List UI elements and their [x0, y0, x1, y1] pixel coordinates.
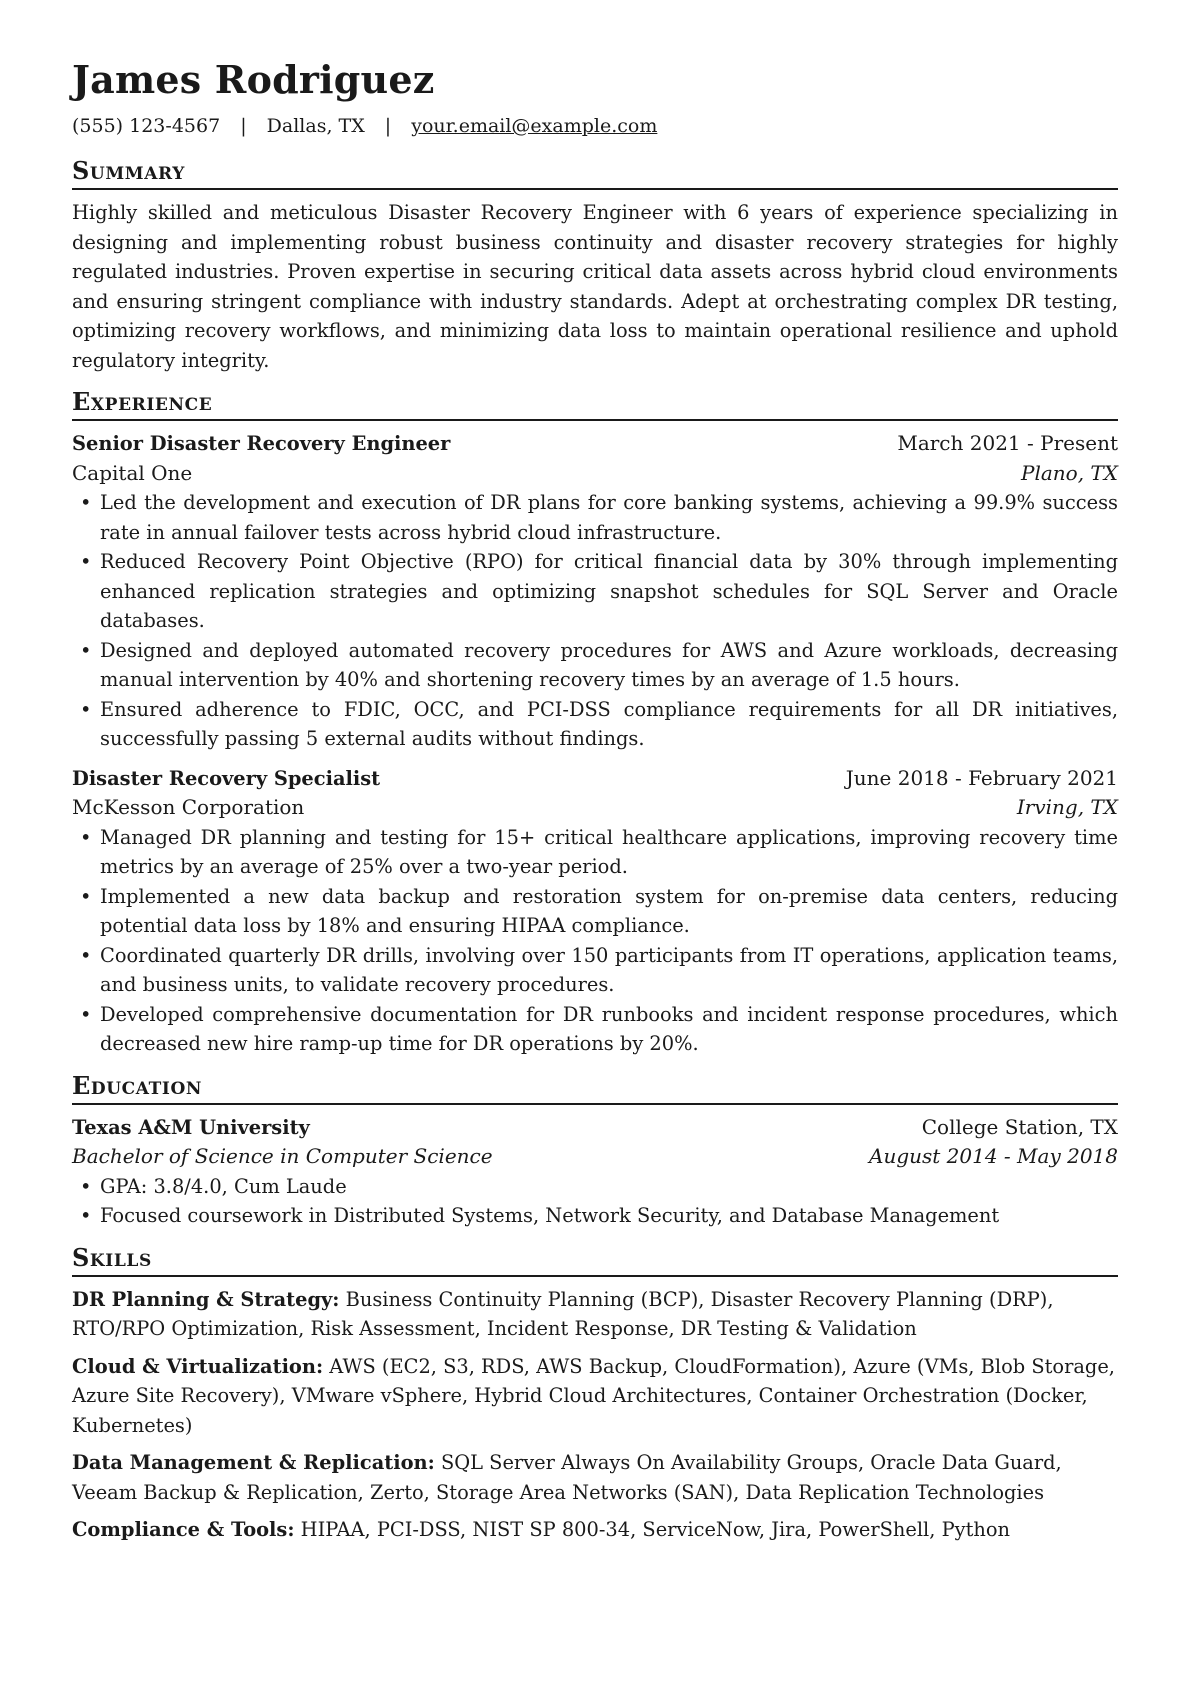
phone-number: (555) 123-4567	[72, 115, 221, 137]
skill-label: Cloud & Virtualization:	[72, 1354, 324, 1378]
education-subheader	[72, 1142, 1118, 1172]
summary-section	[72, 156, 1118, 375]
section-title-education: Education	[72, 1071, 1118, 1105]
skill-label: Compliance & Tools:	[72, 1518, 295, 1541]
skill-text: AWS (EC2, S3, RDS, AWS Backup, CloudFormation), Azure (VMs, Blob Storage, Azure Site Recovery), VMware vSphere, Hybrid Cloud Architectures, Container Orchestration (Docker, Kubernetes)	[72, 1354, 1115, 1437]
separator: |	[384, 115, 392, 137]
bullet-item: • Led the development and execution of DR plans for core banking systems, achieving a 99.9% success rate in annual failover tests across hybrid cloud infrastructure.	[100, 488, 1118, 547]
skills-section	[72, 1243, 1118, 1545]
company-name: McKesson Corporation	[72, 795, 305, 819]
bullet-item: • GPA: 3.8/4.0, Cum Laude	[100, 1172, 1118, 1202]
education-header	[72, 1113, 1118, 1143]
job-title: Senior Disaster Recovery Engineer	[72, 432, 451, 455]
job-subheader	[72, 793, 1118, 823]
job-bullets	[72, 823, 1118, 1059]
skill-row	[72, 1352, 1118, 1441]
bullet-item: • Implemented a new data backup and restoration system for on-premise data centers, reducing potential data loss by 18% and ensuring HIPAA compliance.	[100, 882, 1118, 941]
skill-row	[72, 1285, 1118, 1344]
job-dates: June 2018 - February 2021	[845, 765, 1118, 790]
experience-section	[72, 387, 1118, 1059]
skill-text: SQL Server Always On Availability Groups, Oracle Data Guard, Veeam Backup & Replication, Zerto, Storage Area Networks (SAN), Data Replication Technologies	[72, 1451, 1062, 1504]
email-link[interactable]: your.email@example.com	[411, 115, 658, 137]
bullet-item: • Managed DR planning and testing for 15+ critical healthcare applications, improving recovery time metrics by an average of 25% over a two-year period.	[100, 823, 1118, 882]
degree: Bachelor of Science in Computer Science	[72, 1144, 493, 1168]
skill-text: HIPAA, PCI-DSS, NIST SP 800-34, ServiceNow, Jira, PowerShell, Python	[300, 1518, 1011, 1541]
contact-line	[72, 112, 1118, 140]
location: Dallas, TX	[266, 115, 365, 137]
bullet-item: • Developed comprehensive documentation for DR runbooks and incident response procedures, which decreased new hire ramp-up time for DR operations by 20%.	[100, 1000, 1118, 1059]
bullet-item: • Reduced Recovery Point Objective (RPO) for critical financial data by 30% through implementing enhanced replication strategies and optimizing snapshot schedules for SQL Server and Oracle databases.	[100, 547, 1118, 636]
job-location: Irving, TX	[1016, 795, 1118, 819]
job-bullets	[72, 488, 1118, 754]
skill-row	[72, 1448, 1118, 1507]
job-entry	[72, 764, 1118, 1059]
skill-row	[72, 1515, 1118, 1545]
bullet-item: • Designed and deployed automated recovery procedures for AWS and Azure workloads, decreasing manual intervention by 40% and shortening recovery times by an average of 1.5 hours.	[100, 636, 1118, 695]
school-name: Texas A&M University	[72, 1115, 310, 1139]
job-entry	[72, 429, 1118, 754]
job-header	[72, 429, 1118, 459]
bullet-item: • Coordinated quarterly DR drills, involving over 150 participants from IT operations, application teams, and business units, to validate recovery procedures.	[100, 941, 1118, 1000]
skill-label: DR Planning & Strategy:	[72, 1287, 340, 1311]
section-title-experience: Experience	[72, 387, 1118, 421]
bullet-item: • Focused coursework in Distributed Systems, Network Security, and Database Management	[100, 1201, 1118, 1231]
job-header	[72, 764, 1118, 794]
candidate-name: James Rodriguez	[72, 57, 435, 102]
education-bullets	[72, 1172, 1118, 1231]
bullet-item: • Ensured adherence to FDIC, OCC, and PCI-DSS compliance requirements for all DR initiatives, successfully passing 5 external audits without findings.	[100, 695, 1118, 754]
education-dates: August 2014 - May 2018	[869, 1144, 1118, 1168]
education-section	[72, 1071, 1118, 1231]
job-subheader	[72, 459, 1118, 489]
job-location: Plano, TX	[1021, 460, 1118, 485]
skill-label: Data Management & Replication:	[72, 1451, 435, 1474]
section-title-skills: Skills	[72, 1243, 1118, 1277]
job-dates: March 2021 - Present	[897, 431, 1118, 455]
section-title-summary: Summary	[72, 156, 1118, 190]
school-location: College Station, TX	[921, 1114, 1118, 1139]
job-title: Disaster Recovery Specialist	[72, 766, 381, 790]
separator: |	[240, 115, 247, 137]
company-name: Capital One	[72, 460, 193, 485]
summary-text: Highly skilled and meticulous Disaster Recovery Engineer with 6 years of experience specializing in designing and implementing robust business continuity and disaster recovery strategies for highly regulated industries. Proven expertise in securing critical data assets across hybrid cloud environments and ensuring stringent compliance with industry standards. Adept at orchestrating complex DR testing, optimizing recovery workflows, and minimizing data loss to maintain operational resilience and uphold regulatory integrity.	[72, 201, 1118, 372]
skill-text: Business Continuity Planning (BCP), Disaster Recovery Planning (DRP), RTO/RPO Optimization, Risk Assessment, Incident Response, DR Testing & Validation	[72, 1287, 1054, 1340]
